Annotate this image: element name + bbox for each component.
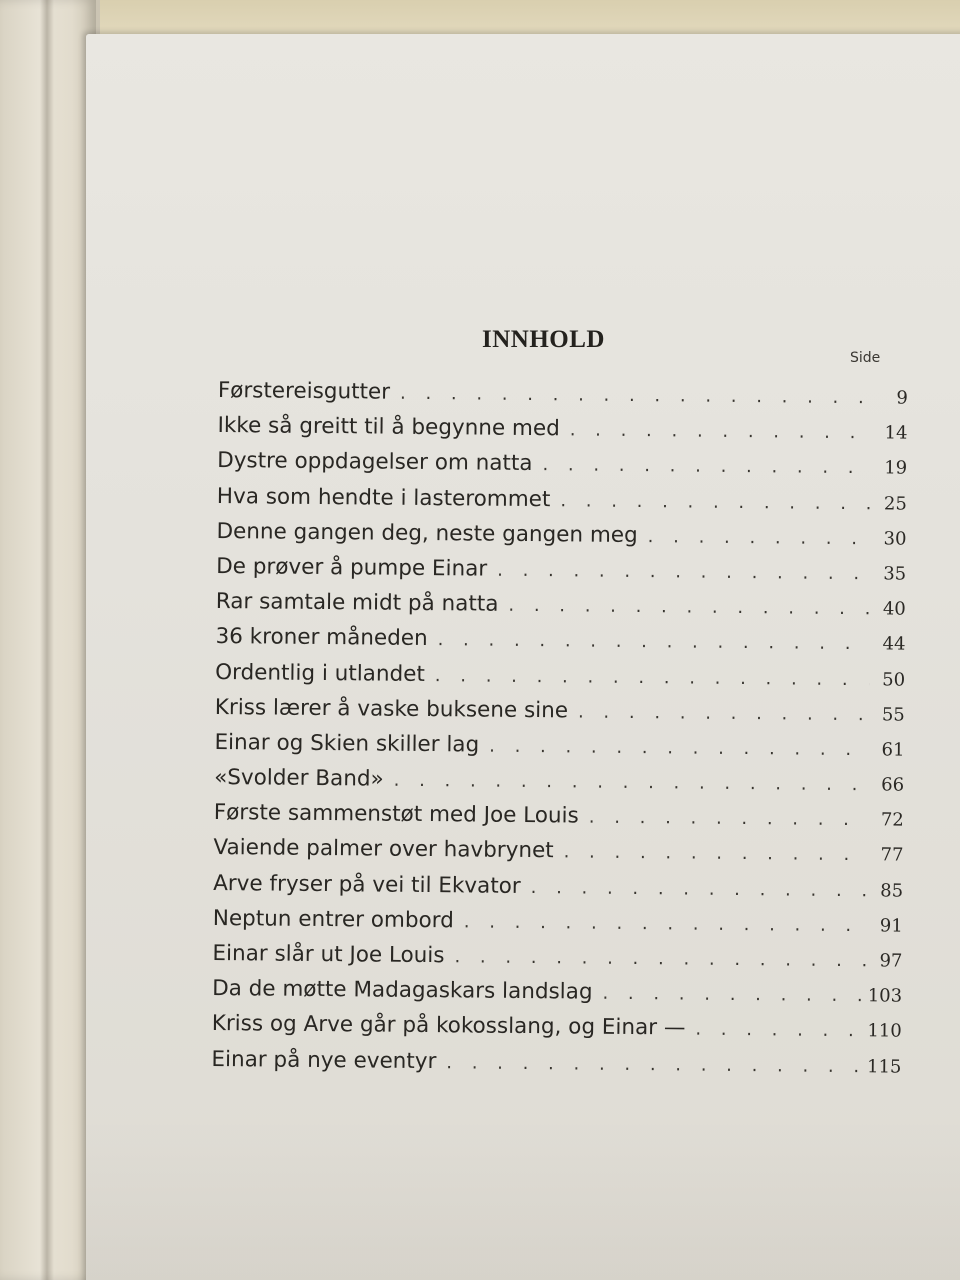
dot-leader xyxy=(589,807,868,831)
toc-entry-title: Da de møtte Madagaskars landslag xyxy=(212,976,593,1005)
dot-leader xyxy=(531,877,868,901)
toc-entry-title: Denne gangen deg, neste gangen meg xyxy=(216,518,638,548)
dot-leader xyxy=(454,946,866,971)
dot-leader xyxy=(508,595,870,619)
toc-entry-title: Kriss lærer å vaske buksene sine xyxy=(214,694,569,724)
toc-entry-page: 30 xyxy=(883,528,907,550)
dot-leader xyxy=(446,1052,865,1077)
toc-entry-page: 9 xyxy=(896,387,908,409)
toc-list xyxy=(211,378,908,1088)
toc-entry-title: Hva som hendte i lasterommet xyxy=(216,483,551,512)
toc-entry-page: 85 xyxy=(880,880,904,902)
toc-entry-title: Einar og Skien skiller lag xyxy=(214,729,480,758)
page-column-label: Side xyxy=(850,350,881,366)
toc-entry-title: Dystre oppdagelser om natta xyxy=(217,448,533,477)
toc-entry-page: 77 xyxy=(880,844,904,867)
dot-leader xyxy=(648,526,871,549)
toc-entry-page: 103 xyxy=(867,985,903,1007)
background-surface xyxy=(100,0,960,36)
toc-entry xyxy=(211,1047,901,1089)
toc-entry-title: Vaiende palmer over havbrynet xyxy=(213,835,554,864)
toc-entry-page: 50 xyxy=(882,668,906,691)
toc-entry-title: Ikke så greitt til å begynne med xyxy=(217,413,560,442)
toc-entry-title: Rar samtale midt på natta xyxy=(215,589,499,617)
toc-entry-page: 14 xyxy=(884,422,908,444)
toc-entry-page: 91 xyxy=(879,915,903,937)
toc-heading: INNHOLD xyxy=(482,326,605,353)
toc-entry-title: Einar på nye eventyr xyxy=(211,1046,437,1074)
toc-entry-page: 61 xyxy=(881,739,905,761)
toc-entry-title: Første sammenstøt med Joe Louis xyxy=(213,800,579,829)
toc-entry-title: 36 kroner måneden xyxy=(215,624,428,652)
toc-entry-title: Førstereisgutter xyxy=(217,378,391,405)
dot-leader xyxy=(435,665,869,690)
dot-leader xyxy=(489,735,868,760)
dot-leader xyxy=(695,1019,866,1042)
toc-entry-title: Arve fryser på vei til Ekvator xyxy=(213,870,521,899)
dot-leader xyxy=(464,911,867,936)
toc-entry-page: 25 xyxy=(883,492,907,515)
toc-entry-title: De prøver å pumpe Einar xyxy=(216,553,488,582)
toc-entry-title: Kriss og Arve går på kokosslang, og Einar — xyxy=(211,1011,686,1041)
dot-leader xyxy=(438,629,870,654)
spine-shadow xyxy=(40,0,54,1280)
toc-entry-title: Neptun entrer ombord xyxy=(212,905,454,934)
toc-entry-title: Einar slår ut Joe Louis xyxy=(212,940,445,969)
toc-entry-page: 35 xyxy=(883,563,907,585)
toc-entry-page: 19 xyxy=(884,457,908,479)
toc-entry-title: «Svolder Band» xyxy=(214,765,384,792)
toc-entry-page: 110 xyxy=(867,1020,902,1042)
dot-leader xyxy=(570,420,872,444)
toc-entry-page: 40 xyxy=(882,598,906,620)
toc-entry-title: Ordentlig i utlandet xyxy=(215,659,425,687)
dot-leader xyxy=(560,490,871,514)
dot-leader xyxy=(400,383,872,409)
dot-leader xyxy=(578,701,869,725)
dot-leader xyxy=(602,983,866,1007)
toc-entry-page: 97 xyxy=(879,950,903,972)
toc-entry-page: 44 xyxy=(882,633,906,655)
dot-leader xyxy=(497,560,870,585)
toc-entry-page: 55 xyxy=(881,704,905,726)
dot-leader xyxy=(394,770,869,796)
dot-leader xyxy=(542,454,871,478)
toc-entry-page: 72 xyxy=(880,809,904,831)
dot-leader xyxy=(564,842,868,866)
toc-entry-page: 66 xyxy=(881,774,905,796)
toc-entry-page: 115 xyxy=(866,1055,902,1078)
